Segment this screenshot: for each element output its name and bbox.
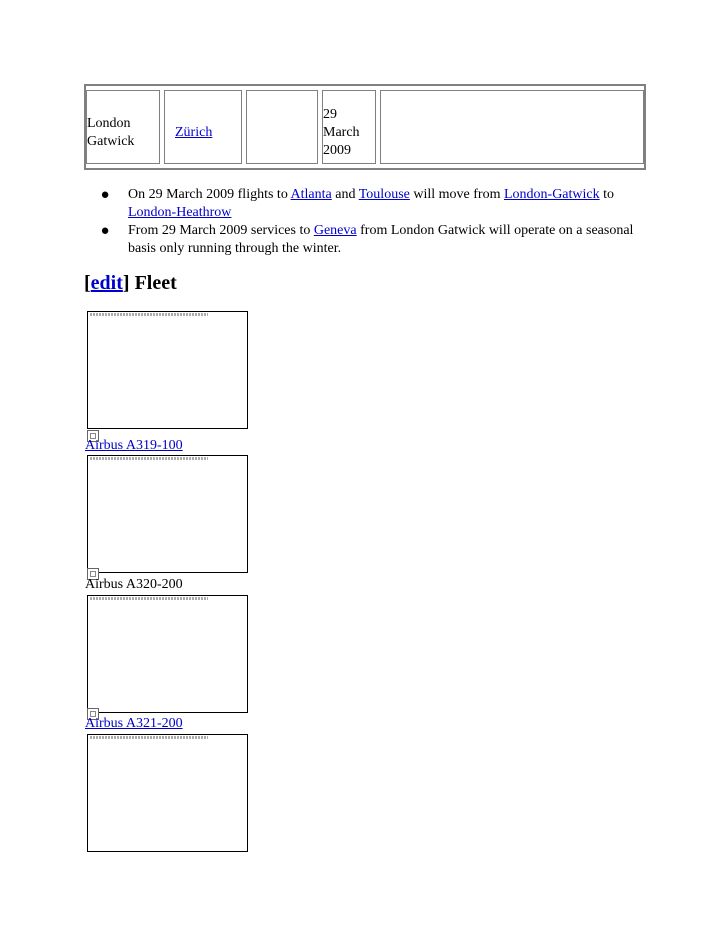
image-caption-text (90, 597, 208, 600)
section-title: Fleet (134, 272, 177, 294)
fleet-link-a321[interactable]: Airbus A321-200 (85, 716, 183, 731)
note-text: and (331, 187, 359, 202)
bracket-open: [ (84, 272, 91, 294)
bracket-close: ] (122, 272, 135, 294)
note-text: to (599, 187, 615, 202)
date-cell (322, 90, 376, 164)
note-text: from London Gatwick will operate on a seasonal basis only running through the winter. (128, 223, 634, 256)
toulouse-link[interactable]: Toulouse (358, 187, 410, 202)
extra-cell (380, 90, 644, 164)
list-item (100, 186, 640, 222)
origin-cell (86, 90, 160, 164)
notes-cell (246, 90, 318, 164)
fleet-image-frame (87, 311, 248, 429)
fleet-image-frame (87, 734, 248, 852)
image-caption-text (90, 457, 208, 460)
destination-link[interactable]: Zürich (175, 125, 213, 140)
note-text: will move from (409, 187, 504, 202)
list-item (100, 222, 640, 258)
edit-link[interactable]: edit (90, 272, 123, 294)
section-heading-fleet (84, 270, 177, 296)
note-text: On 29 March 2009 flights to (128, 187, 291, 202)
fleet-image-frame (87, 595, 248, 713)
image-caption-text (90, 313, 208, 316)
london-gatwick-link[interactable]: London-Gatwick (503, 187, 600, 202)
date-text: 29 March 2009 (323, 107, 360, 158)
origin-text: London Gatwick (87, 116, 135, 149)
london-heathrow-link[interactable]: London-Heathrow (128, 205, 232, 220)
route-notes-list (100, 186, 640, 258)
route-table (84, 84, 646, 170)
fleet-link-a319[interactable]: Airbus A319-100 (85, 438, 183, 453)
bullet-icon: ● (100, 223, 110, 239)
bullet-icon: ● (100, 187, 110, 203)
fleet-label-a320: Airbus A320-200 (85, 577, 183, 592)
image-caption-text (90, 736, 208, 739)
atlanta-link[interactable]: Atlanta (290, 187, 332, 202)
geneva-link[interactable]: Geneva (313, 223, 357, 238)
fleet-image-frame (87, 455, 248, 573)
destination-cell (164, 90, 242, 164)
note-text: From 29 March 2009 services to (128, 223, 314, 238)
